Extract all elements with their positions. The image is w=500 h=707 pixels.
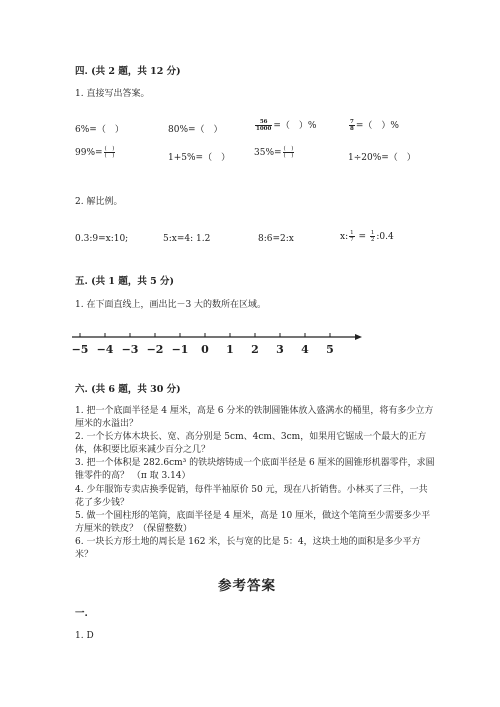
section6-heading: 六. (共 6 题，共 30 分) — [75, 384, 181, 395]
number-line-label: −1 — [171, 343, 189, 356]
number-line — [70, 328, 370, 362]
calc-1-div-20-percent: 1÷20%=（ ） — [348, 153, 416, 163]
proportion-d: x: $\frac{1}{7}$ = $\frac{1}{2}$ :0.4 — [340, 230, 394, 243]
q6-6-text: 6. 一块长方形土地的周长是 162 米，长与宽的比是 5：4，这块土地的面积是多少平方米？ — [75, 537, 421, 560]
calc-99-percent: 99%= $\frac{( )}{( )}$ — [75, 146, 115, 159]
q6-3-text: 3. 把一个体积是 282.6cm³ 的铁块熔铸成一个底面半径是 6 厘米的圆锥形机器零件，求圆锥零件的高？ （π 取 3.14） — [75, 458, 435, 481]
answers-section1: 一. — [75, 608, 88, 619]
q6-5-text: 5. 做一个圆柱形的笔筒，底面半径是 4 厘米，高是 10 厘米，做这个笔筒至少需要多少平方厘米的铁皮？（保留整数） — [75, 511, 431, 534]
calc-80-percent: 80%=（ ） — [168, 125, 223, 135]
calc-35-percent: 35%= $\frac{( )}{( )}$ — [254, 146, 294, 159]
number-line-label: −3 — [121, 343, 139, 356]
proportion-b: 5:x=4: 1.2 — [163, 234, 211, 244]
calc-fraction-7-8: $\frac{7}{8}$ =（ ）% — [350, 119, 399, 132]
calc-6-percent: 6%=（ ） — [75, 125, 124, 135]
q6-2-text: 2. 一个长方体木块长、宽、高分别是 5cm、4cm、3cm，如果用它锯成一个最大的正方体，体积要比原来减少百分之几？ — [75, 432, 427, 455]
section5-heading: 五. (共 1 题，共 5 分) — [75, 276, 175, 287]
number-line-label: 3 — [276, 343, 284, 356]
q5-1-text: 1. 在下面直线上，画出比－3 大的数所在区域。 — [75, 300, 267, 310]
answer-1: 1. D — [75, 631, 94, 641]
number-line-label: −4 — [96, 343, 114, 356]
calc-1-plus-5-percent: 1+5%=（ ） — [168, 153, 231, 163]
number-line-label: −2 — [146, 343, 164, 356]
proportion-a: 0.3:9=x:10; — [75, 234, 129, 244]
q4-1-title: 1. 直接写出答案。 — [75, 89, 150, 99]
number-line-arrow — [355, 334, 362, 340]
number-line-label: 5 — [326, 343, 334, 356]
number-line-label: 0 — [201, 343, 209, 356]
number-line-label: −5 — [71, 343, 89, 356]
q6-4-text: 4. 少年服饰专卖店换季促销，每件半袖原价 50 元，现在八折销售。小林买了三件，一共花了多少钱？ — [75, 485, 428, 508]
number-line-label: 2 — [251, 343, 259, 356]
answers-title: 参考答案 — [218, 578, 276, 594]
number-line-label: 4 — [301, 343, 309, 356]
q4-2-title: 2. 解比例。 — [75, 197, 123, 207]
calc-fraction-56-1000: $\frac{56}{1000}$ =（ ）% — [256, 119, 317, 132]
q6-1-text: 1. 把一个底面半径是 4 厘米，高是 6 分米的铁制圆锥体放入盛满水的桶里，将有多少立方厘米的水溢出？ — [75, 406, 434, 429]
section4-heading: 四. (共 2 题，共 12 分) — [75, 66, 181, 77]
proportion-c: 8:6=2:x — [258, 234, 294, 244]
number-line-label: 1 — [226, 343, 234, 356]
